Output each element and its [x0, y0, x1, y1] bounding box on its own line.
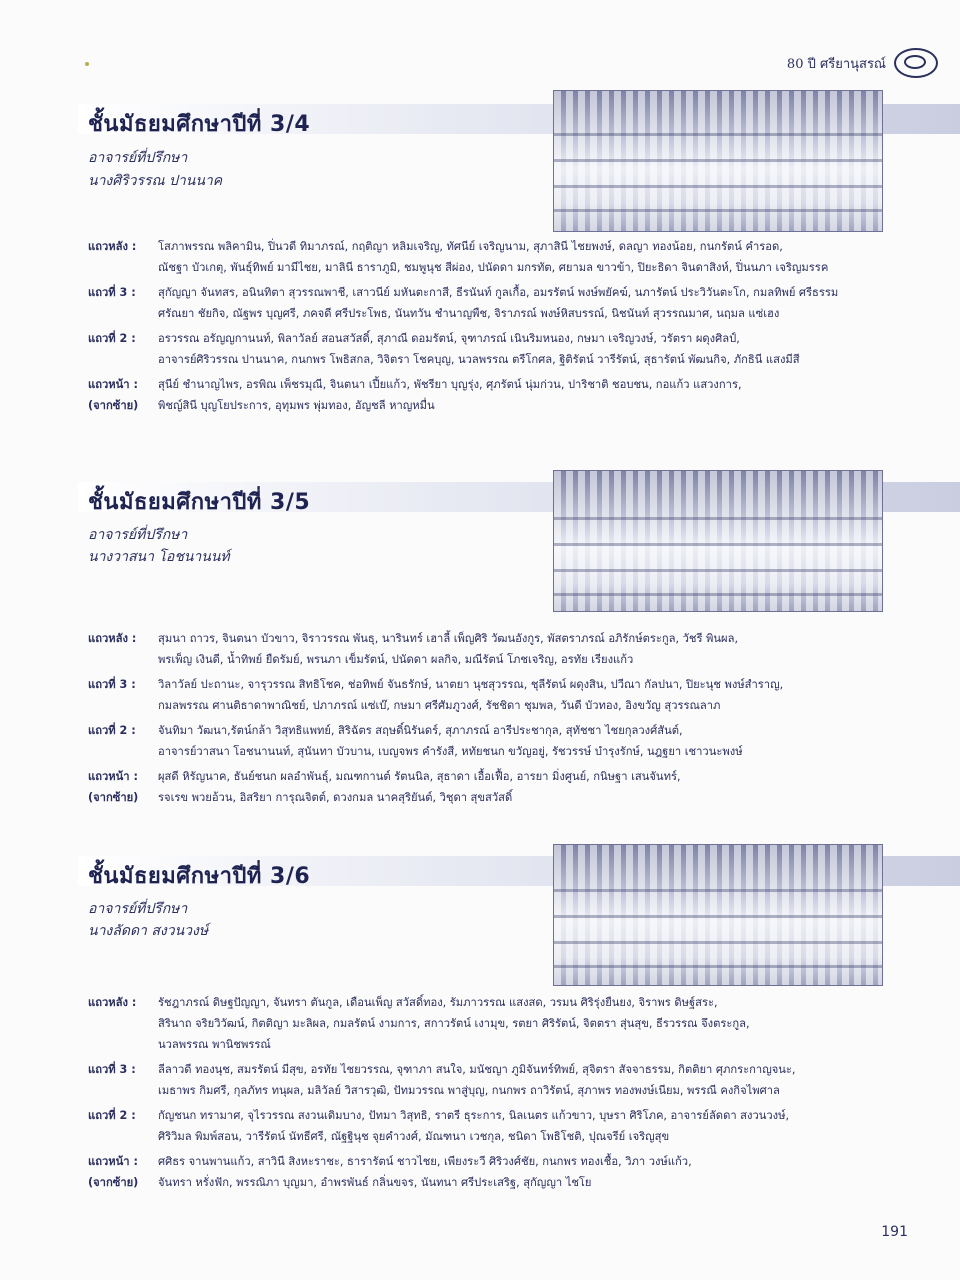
name-line: โสภาพรรณ พลิคามิน, ปิ่นวดี ทิมาภรณ์, กฤติญา หลิมเจริญ, ทัศนีย์ เจริญนาม, สุภาสินี ไชยพงษ์, ดลญา ทองน้อย, กนกรัตน์ คำรอด, — [158, 240, 783, 253]
name-line: สิรินาถ จริยวิวัฒน์, กิตติญา มะลิผล, กมลรัตน์ งามการ, สกาวรัตน์ เงามุข, รตยา ศิริรัตน์, จิตตรา สุ่นสุข, ธีรวรรณ จึงตระกูล, — [158, 1017, 750, 1030]
row-2 — [88, 720, 948, 762]
row-3 — [88, 674, 948, 716]
name-line: พรเพ็ญ เงินดี, น้ำทิพย์ ยืดรัมย์, พรนภา เข็มรัตน์, ปนัดดา ผลกิจ, มณีรัตน์ โภชเจริญ, อรทัย เรียงแก้ว — [158, 653, 634, 666]
row-3 — [88, 1059, 948, 1101]
name-line: สุกัญญา จันทสร, อนินทิตา สุวรรณพาชี, เสาวนีย์ มหันตะกาสี, ธีรนันท์ กูลเกื้อ, อมรรัตน์ พงษ์พยัคฆ์, นภารัตน์ ประวิวันตะโก, กมลทิพย์ ศรีธรรม — [158, 286, 839, 299]
name-line: นวลพรรณ พานิชพรรณ์ — [158, 1038, 271, 1051]
name-line: ศรัณยา ชัยกิจ, ณัฐพร บุญศรี, ภคจดี ศรีประโพธ, นันทวัน ชำนาญพืช, จิราภรณ์ พงษ์หิสบรรณ์, นิชนันท์ สุวรรณมาศ, นฤมล แซ่เฮง — [158, 307, 780, 320]
name-line: จันทรา หรั่งฟัก, พรรณิภา บุญมา, อำพรพันธ์ กลิ่นขจร, นันทนา ศรีประเสริฐ, สุกัญญา ไชโย — [158, 1176, 592, 1189]
row-label: แถวที่ 2 : — [88, 724, 136, 737]
student-list — [88, 992, 948, 1197]
row-back — [88, 628, 948, 670]
row-front — [88, 1151, 948, 1193]
name-line: กมลพรรณ ศานติธาดาพาณิชย์, ปภาภรณ์ แซ่เบ๊, กษมา ศรีศัมภูวงศ์, รัชชิดา ชุมพล, วันดี บัวทอง, อิงขวัญ สุวรรณลาภ — [158, 699, 721, 712]
running-header — [787, 48, 938, 78]
name-line: ณัชฐา บัวเกตุ, พันธุ์ทิพย์ มามีไชย, มาลินี ธาราภูมิ, ชมพูนุช สีผ่อง, ปนัดดา มกรทัต, ศยามล ขาวข้า, ปิยะธิดา จินดาสิงห์, ปิ่นนภา เจริญมรรค — [158, 261, 829, 274]
row-front — [88, 374, 948, 416]
row-label: แถวหลัง : — [88, 632, 137, 645]
advisor-label: อาจารย์ที่ปรึกษา — [88, 527, 188, 543]
row-label: แถวที่ 2 : — [88, 1109, 136, 1122]
row-label: แถวหน้า : — [88, 1155, 138, 1168]
name-line: รัชฎาภรณ์ ดิษฐปัญญา, จันทรา ตันกูล, เดือนเพ็ญ สวัสดิ์ทอง, รัมภาวรรณ แสงสด, วรมน ศิริรุ่งยืนยง, จิราพร ดิษฐ์สระ, — [158, 996, 718, 1009]
class-photo — [553, 90, 883, 232]
advisor-label: อาจารย์ที่ปรึกษา — [88, 150, 188, 166]
row-label: แถวหลัง : — [88, 996, 137, 1009]
class-title: ชั้นมัธยมศึกษาปีที่ 3/4 — [88, 112, 311, 137]
row-back — [88, 992, 948, 1055]
running-title: 80 ปี ศรียานุสรณ์ — [786, 56, 886, 72]
page-number: 191 — [881, 1224, 908, 1240]
row-label: แถวหน้า : — [88, 378, 138, 391]
row-3 — [88, 282, 948, 324]
class-photo — [553, 470, 883, 612]
name-line: ศศิธร จานพานแก้ว, สาวินี สิงหะราชะ, ธารารัตน์ ชาวไชย, เพียงระวี ศิริวงศ์ชัย, กนกพร ทองเชื้อ, วิภา วงษ์แก้ว, — [158, 1155, 692, 1168]
name-line: ลีลาวดี ทองนุช, สมรรัตน์ มีสุข, อรทัย ไชยวรรณ, จุฑาภา สนใจ, มนัชญา ภูมิจันทร์ทิพย์, สุจิตรา สัจจาธรรม, กิตติยา ศุภกระกาญจนะ, — [158, 1063, 796, 1076]
row-label: แถวที่ 2 : — [88, 332, 136, 345]
row-back — [88, 236, 948, 278]
name-line: สุมนา ถาวร, จินตนา บัวขาว, จิราวรรณ พันธุ, นารินทร์ เฮาลี้ เพ็ญศิริ วัฒนอังกูร, พัสตราภรณ์ อภิรักษ์ตระกูล, วัชรี พินผล, — [158, 632, 739, 645]
row-sublabel: (จากซ้าย) — [88, 1176, 139, 1189]
name-line: ผุสดี หิรัญนาค, ธันย์ชนก ผลอำพันธุ์, มณฑกานต์ รัตนนิล, สุธาดา เอื้อเฟื้อ, อารยา มิ่งศูนย์, กนิษฐา เสนจันทร์, — [158, 770, 681, 783]
name-line: รจเรข พวยอ้วน, อิสริยา การุณจิตต์, ดวงกมล นาคสุริยันต์, วิชุดา สุขสวัสดิ์ — [158, 791, 513, 804]
row-front — [88, 766, 948, 808]
advisor-name: นางศิริวรรณ ปานนาค — [88, 173, 223, 189]
row-label: แถวที่ 3 : — [88, 1063, 136, 1076]
row-label: แถวที่ 3 : — [88, 286, 136, 299]
name-line: อาจารย์ศิริวรรณ ปานนาค, กนกพร โพธิสกล, วิจิตรา โชคบุญ, นวลพรรณ ตรีโกศล, ฐิติรัตน์ วารีรัตน์, สุธารัตน์ พัฒนกิจ, ภักธินี แสงมีสี — [158, 353, 800, 366]
name-line: เมธาพร กิมศรี, กุลภัทร ทนุผล, มลิวัลย์ วิสารวุฒิ, ปัทมวรรณ พาสู่บุญ, กนกพร ถาวิรัตน์, สุภาพร ทองพงษ์เนียม, พรรณี คงกิจไพศาล — [158, 1084, 780, 1097]
name-line: อาจารย์วาสนา โอชนานนท์, สุนันทา บัวบาน, เบญจพร คำรังสี, หทัยชนก ขวัญอยู่, รัชวรรษ์ บำรุงรักษ์, นฎฐยา เชาวนะพงษ์ — [158, 745, 743, 758]
row-2 — [88, 328, 948, 370]
row-sublabel: (จากซ้าย) — [88, 791, 139, 804]
class-photo — [553, 844, 883, 986]
name-line: พิชญ์สินี บุญโยประการ, อุทุมพร พุ่มทอง, อัญชลี หาญหมื่น — [158, 399, 435, 412]
row-sublabel: (จากซ้าย) — [88, 399, 139, 412]
ink-dot — [85, 62, 89, 66]
school-logo-icon — [894, 48, 938, 78]
row-label: แถวหน้า : — [88, 770, 138, 783]
name-line: สุนีย์ ชำนาญไพร, อรพิณ เพ็ชรมุณี, จินตนา เปี้ยแก้ว, พัชรียา บุญรุ่ง, ศุภรัตน์ นุ่มก่วน, ปาริชาติ ชอบชน, กอแก้ว แสวงการ, — [158, 378, 742, 391]
row-label: แถวหลัง : — [88, 240, 137, 253]
student-list — [88, 628, 948, 812]
row-label: แถวที่ 3 : — [88, 678, 136, 691]
advisor-name: นางวาสนา โอชนานนท์ — [88, 549, 230, 565]
row-2 — [88, 1105, 948, 1147]
name-line: อรวรรณ อรัญญกานนท์, พิลาวัลย์ สอนสวัสดิ์, สุภาณี ดอมรัตน์, จุฑาภรณ์ เนินริมหนอง, กษมา เจริญวงษ์, วรัตรา ผดุงศิลป์, — [158, 332, 740, 345]
name-line: จันทิมา วัฒนา,รัตน์กล้า วิสุทธิแพทย์, สิริฉัตร สฤษดิ์นิรันดร์, สุภาภรณ์ อารีประชากุล, สุทัชชา ไชยกุลวงศ์สันต์, — [158, 724, 683, 737]
name-line: วิลาวัลย์ ปะถานะ, จารุวรรณ สิทธิโชค, ช่อทิพย์ จันธรักษ์, นาตยา นุชสุวรรณ, ชุลีรัตน์ ผดุงสิน, ปวีณา กัลปนา, ปิยะนุช พงษ์สำราญ, — [158, 678, 784, 691]
class-title: ชั้นมัธยมศึกษาปีที่ 3/5 — [88, 490, 311, 515]
advisor-name: นางลัดดา สงวนวงษ์ — [88, 923, 209, 939]
advisor-label: อาจารย์ที่ปรึกษา — [88, 901, 188, 917]
name-line: กัญชนก ทรามาศ, จุไรวรรณ สงวนเดิมบาง, ปัทมา วิสุทธิ, ราตรี ธุระการ, นิลเนตร แก้วขาว, บุษรา ศิริโภค, อาจารย์ลัดดา สงวนวงษ์, — [158, 1109, 790, 1122]
name-line: ศิริวิมล พิมพ์สอน, วารีรัตน์ นัทธีศรี, ณัฐฐินุช จุยคำวงศ์, มัณฑนา เวชกุล, ชนิดา โพธิโชติ, ปุณจรีย์ เจริญสุข — [158, 1130, 670, 1143]
student-list — [88, 236, 948, 420]
class-title: ชั้นมัธยมศึกษาปีที่ 3/6 — [88, 864, 311, 889]
